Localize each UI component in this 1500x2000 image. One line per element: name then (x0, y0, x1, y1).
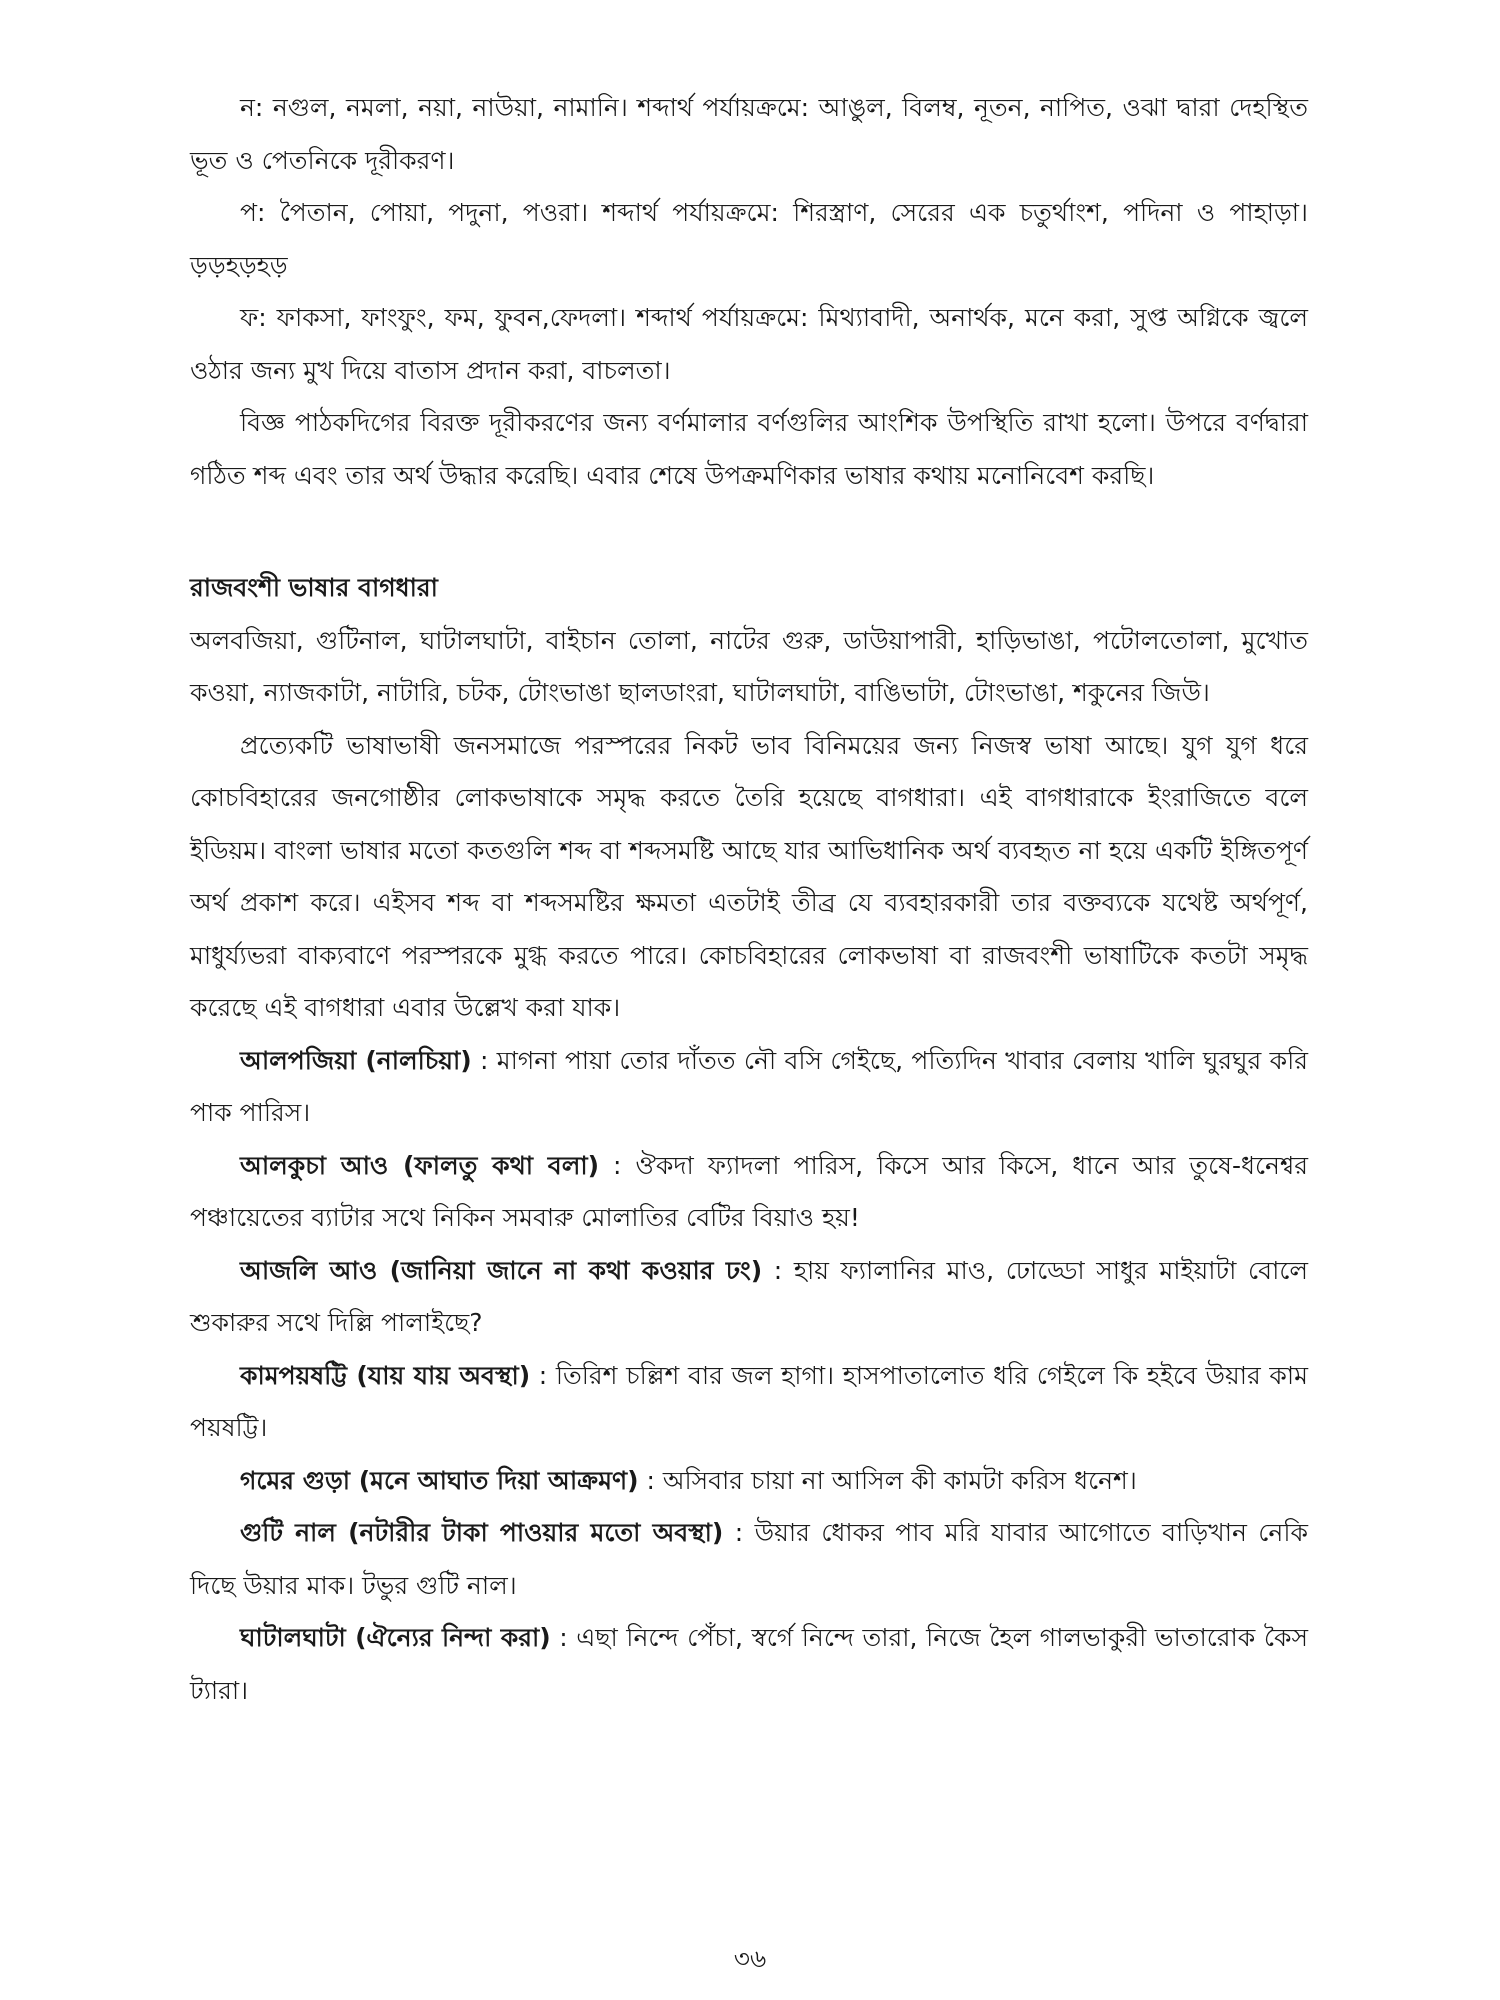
paragraph-letter-pha: ফ: ফাকসা, ফাংফুং, ফম, ফুবন,ফেদলা। শব্দার্থ পর্যায়ক্রমে: মিথ্যাবাদী, অনার্থক, মনে করা, সুপ্ত অগ্নিকে জ্বলে ওঠার জন্য মুখ দিয়ে বাতাস প্রদান করা, বাচলতা। (190, 303, 1308, 385)
section-heading: রাজবংশী ভাষার বাগধারা (190, 573, 438, 602)
idiom-example: : তিরিশ চল্লিশ বার জল হাগা। হাসপাতালোত ধরি গেইলে কি হইবে উয়ার কাম পয়ষট্টি। (190, 1360, 1309, 1442)
idiom-entry (190, 1035, 1308, 1140)
section-spacer (190, 502, 1308, 562)
page-number: ৩৬ (733, 1944, 767, 1973)
idiom-entry (190, 1350, 1308, 1455)
idiom-term: আলপজিয়া (নালচিয়া) (240, 1045, 472, 1075)
idiom-example: : এছা নিন্দে পেঁচা, স্বর্গে নিন্দে তারা, নিজে হৈল গালভাকুরী ভাতারোক কৈস ট্যারা। (190, 1623, 1308, 1705)
paragraph-letter-pa: প: পৈতান, পোয়া, পদুনা, পওরা। শব্দার্থ পর্যায়ক্রমে: শিরস্ত্রাণ, সেরের এক চতুর্থাংশ, পদিনা ও পাহাড়া। ড়ড়হড়হড় (190, 198, 1308, 280)
idiom-term: আজলি আও (জানিয়া জানে না কথা কওয়ার ঢং) (240, 1255, 763, 1285)
idiom-entry (190, 1245, 1308, 1350)
page-content (190, 82, 1308, 1717)
paragraph-intro-closing: বিজ্ঞ পাঠকদিগের বিরক্ত দূরীকরণের জন্য বর্ণমালার বর্ণগুলির আংশিক উপস্থিতি রাখা হলো। উপরে বর্ণদ্বারা গঠিত শব্দ এবং তার অর্থ উদ্ধার করেছি। এবার শেষে উপক্রমণিকার ভাষার কথায় মনোনিবেশ করছি। (190, 408, 1308, 490)
paragraph-letter-na: ন: নগুল, নমলা, নয়া, নাউয়া, নামানি। শব্দার্থ পর্যায়ক্রমে: আঙুল, বিলম্ব, নূতন, নাপিত, ওঝা দ্বারা দেহস্থিত ভূত ও পেতনিকে দূরীকরণ। (190, 93, 1308, 175)
idiom-term: গুটি নাল (নটারীর টাকা পাওয়ার মতো অবস্থা) (240, 1518, 724, 1547)
idiom-term: কামপয়ষট্টি (যায় যায় অবস্থা) (240, 1360, 531, 1390)
idiom-example: : অসিবার চায়া না আসিল কী কামটা করিস ধনেশ। (638, 1465, 1137, 1495)
idiom-entry (190, 1140, 1308, 1245)
idiom-list: অলবজিয়া, গুটিনাল, ঘাটালঘাটা, বাইচান তোলা, নাটের গুরু, ডাউয়াপারী, হাড়িভাঙা, পটোলতোলা, মুখোত কওয়া, ন্যাজকাটা, নাটারি, চটক, টোংভাঙা ছালডাংরা, ঘাটালঘাটা, বাঙিভাটা, টোংভাঙা, শকুনের জিউ। (190, 625, 1308, 707)
idiom-example: : ঔকদা ফ্যাদলা পারিস, কিসে আর কিসে, ধানে আর তুষে-ধনেশ্বর পঞ্চায়েতের ব্যাটার সথে নিকিন সমবারু মোলাতির বেটির বিয়াও হয়! (190, 1150, 1308, 1232)
idiom-term: আলকুচা আও (ফালতু কথা বলা) (240, 1150, 600, 1180)
section-body-paragraph: প্রত্যেকটি ভাষাভাষী জনসমাজে পরস্পরের নিকট ভাব বিনিময়ের জন্য নিজস্ব ভাষা আছে। যুগ যুগ ধরে কোচবিহারের জনগোষ্ঠীর লোকভাষাকে সমৃদ্ধ করতে তৈরি হয়েছে বাগধারা। এই বাগধারাকে ইংরাজিতে বলে ইডিয়ম। বাংলা ভাষার মতো কতগুলি শব্দ বা শব্দসমষ্টি আছে যার আভিধানিক অর্থ ব্যবহৃত না হয়ে একটি ইঙ্গিতপূর্ণ অর্থ প্রকাশ করে। এইসব শব্দ বা শব্দসমষ্টির ক্ষমতা এতটাই তীব্র যে ব্যবহারকারী তার বক্তব্যকে যথেষ্ট অর্থপূর্ণ, মাধুর্য্যভরা বাক্যবাণে পরস্পরকে মুগ্ধ করতে পারে। কোচবিহারের লোকভাষা বা রাজবংশী ভাষাটিকে কতটা সমৃদ্ধ করেছে এই বাগধারা এবার উল্লেখ করা যাক। (190, 730, 1308, 1022)
idiom-term: ঘাটালঘাটা (ঐন্যের নিন্দা করা) (240, 1623, 551, 1652)
idiom-example: : মাগনা পায়া তোর দাঁতত নৌ বসি গেইছে, পত্যিদিন খাবার বেলায় খালি ঘুরঘুর করি পাক পারিস। (190, 1045, 1308, 1127)
idiom-entry (190, 1455, 1308, 1508)
idiom-example: : উয়ার ধোকর পাব মরি যাবার আগোতে বাড়িখান নেকি দিছে উয়ার মাক। টভুর গুটি নাল। (190, 1518, 1308, 1600)
idiom-entry (190, 1507, 1308, 1612)
idiom-example: : হায় ফ্যালানির মাও, ঢোড্ডো সাধুর মাইয়াটা বোলে শুকারুর সথে দিল্লি পালাইছে? (190, 1255, 1308, 1337)
idiom-term: গমের গুড়া (মনে আঘাত দিয়া আক্রমণ) (240, 1465, 639, 1495)
idiom-entry (190, 1612, 1308, 1717)
